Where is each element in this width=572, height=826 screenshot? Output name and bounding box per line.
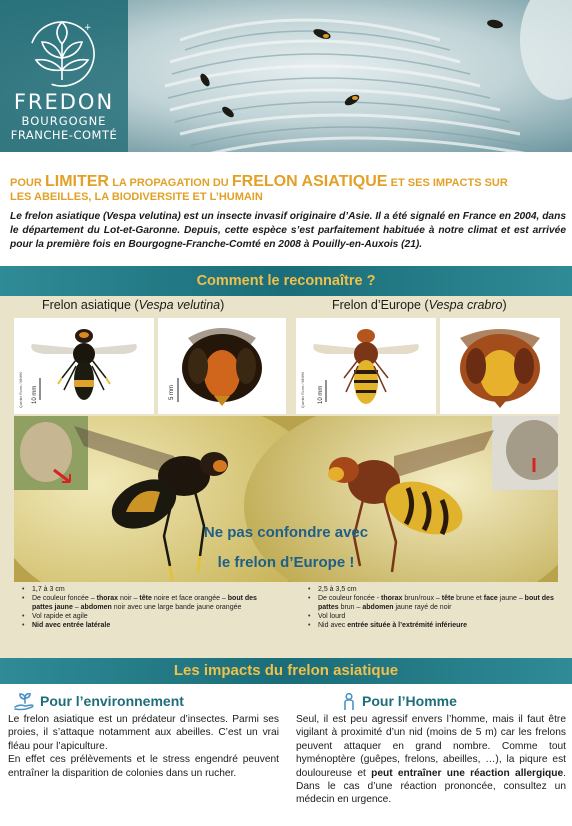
- european-feature-text: jaune rayé de noir: [393, 604, 452, 611]
- asian-feature-text: De couleur foncée –: [32, 595, 97, 602]
- human-text-bold: peut entraîner une réaction allergique: [371, 767, 564, 779]
- asian-feature-text: abdomen: [80, 604, 112, 611]
- european-feature-item: [308, 612, 562, 621]
- title-line2: LES ABEILLES, LA BIODIVERSITE ET L’HUMAIN: [10, 191, 263, 203]
- asian-feature-text: tête: [139, 595, 152, 602]
- european-feature-text: jaune –: [497, 595, 525, 602]
- title-keyword-limiter: LIMITER: [44, 173, 109, 190]
- asian-feature-text: Nid avec entrée latérale: [32, 622, 111, 629]
- european-feature-item: [308, 621, 562, 630]
- svg-text:+: +: [84, 23, 92, 33]
- title-lead: POUR: [10, 177, 42, 189]
- asian-feature-item: [22, 612, 278, 621]
- intro-paragraph: Le frelon asiatique (Vespa velutina) est un insecte invasif originaire d’Asie. Il a été signalé en France en 2004, dans le département du Lot-et-Garonne. Depuis, cette espèce s’est parfaitement habituée à notre climat et est arrivée pour la première fois en Bourgogne-Franche-Comté en 2008 à Pouilly-en-Auxois (21).: [10, 211, 566, 250]
- environment-heading: [40, 693, 184, 711]
- asian-feature-text: noir avec une large bande jaune orangée: [111, 604, 242, 611]
- hand-plant-icon: [14, 693, 36, 711]
- european-feature-text: bout des pattes: [318, 595, 554, 611]
- asian-feature-item: [22, 594, 278, 612]
- european-feature-text: Nid avec: [318, 622, 348, 629]
- asian-feature-text: Vol rapide et agile: [32, 613, 88, 620]
- european-feature-text: 2,5 à 3,5 cm: [318, 586, 357, 593]
- overlay-warning-line2: le frelon d’Europe !: [217, 554, 355, 571]
- environment-paragraph-2: En effet ces prélèvements et le stress engendré peuvent entraîner la disparition de colonies dans un rucher.: [8, 754, 279, 779]
- european-hornet-body-photo: [296, 318, 436, 414]
- logo-region-line1: BOURGOGNE: [21, 114, 107, 128]
- title-middle: LA PROPAGATION DU: [112, 177, 229, 189]
- european-feature-text: entrée située à l’extrémité inférieure: [347, 622, 468, 629]
- environment-paragraph-1: Le frelon asiatique est un prédateur d’insectes. Parmi ses proies, il s’attaque notamment aux abeilles. C’est un vrai fléau pour l’apiculture.: [8, 714, 279, 752]
- european-feature-item: [308, 594, 562, 612]
- asian-features-list: [22, 585, 278, 630]
- european-features-list: [308, 585, 562, 630]
- european-feature-text: tête: [441, 595, 455, 602]
- european-feature-text: brun –: [338, 604, 363, 611]
- asian-body-scale-label: 10 mm: [32, 385, 38, 404]
- asian-feature-text: noir –: [118, 595, 140, 602]
- asian-feature-text: 1,7 à 3 cm: [32, 586, 65, 593]
- european-feature-text: abdomen: [362, 604, 394, 611]
- human-heading: [362, 693, 457, 711]
- asian-head-scale-label: 5 mm: [169, 385, 175, 400]
- logo-region-line2: FRANCHE-COMTÉ: [10, 128, 118, 142]
- asian-hornet-head-photo: [158, 318, 286, 414]
- asian-feature-text: noire et face orangée –: [151, 595, 228, 602]
- asian-feature-text: thorax: [96, 595, 119, 602]
- identify-heading: Comment le reconnaître ?: [0, 266, 572, 296]
- header-banner: [0, 0, 572, 152]
- page-title: [10, 175, 566, 204]
- human-text-part-b: . Dans le cas d’une réaction prononcée, consultez un médecin en urgence.: [296, 767, 566, 806]
- european-feature-text: face: [483, 595, 498, 602]
- asian-feature-text: –: [72, 604, 81, 611]
- environment-heading-label: Pour l’environnement: [40, 693, 184, 709]
- fredon-logo-icon: [22, 14, 102, 92]
- asian-hornet-label: Frelon asiatique (Vespa velutina): [42, 298, 225, 312]
- human-text-part-a: Seul, il est peu agressif envers l’homme, mais il faut être vigilant à proximité d’un nid (moins de 5 m) car les frelons peuvent attaquer en grand nombre. Comme tout hyménoptère (guêpes, frelons, abeilles, …), la piqure est douloureuse et: [296, 714, 566, 779]
- logo-panel: [0, 0, 128, 152]
- impacts-heading: Les impacts du frelon asiatique: [0, 658, 572, 684]
- asian-feature-text: bout des pattes jaune: [32, 595, 257, 611]
- asian-feature-item: [22, 585, 278, 594]
- european-hornet-head-photo: [440, 318, 560, 414]
- person-icon: [342, 693, 356, 711]
- european-feature-text: brun/roux –: [402, 595, 442, 602]
- asian-feature-item: [22, 621, 278, 630]
- european-feature-text: brune et: [454, 595, 484, 602]
- environment-text: [8, 713, 279, 780]
- european-feature-text: De couleur foncée -: [318, 595, 382, 602]
- european-feature-text: thorax: [381, 595, 403, 602]
- asian-hornet-body-photo: [14, 318, 154, 414]
- european-feature-text: Vol lourd: [318, 613, 346, 620]
- overlay-warning-line1: Ne pas confondre avec: [203, 524, 369, 541]
- title-keyword-frelon: FRELON ASIATIQUE: [231, 173, 388, 190]
- title-tail: ET SES IMPACTS SUR: [390, 177, 508, 189]
- photo-credit-asian: Quentin Rome / MNHN: [19, 372, 23, 408]
- european-feature-item: [308, 585, 562, 594]
- photo-credit-european: Quentin Rome / MNHN: [301, 372, 305, 408]
- human-text: [296, 713, 566, 807]
- logo-wordmark: FREDON: [13, 90, 115, 114]
- hornets-comparison-photo: [14, 416, 558, 582]
- european-body-scale-label: 10 mm: [318, 385, 324, 404]
- european-hornet-label: Frelon d’Europe (Vespa crabro): [332, 298, 507, 312]
- human-heading-label: Pour l’Homme: [362, 693, 457, 709]
